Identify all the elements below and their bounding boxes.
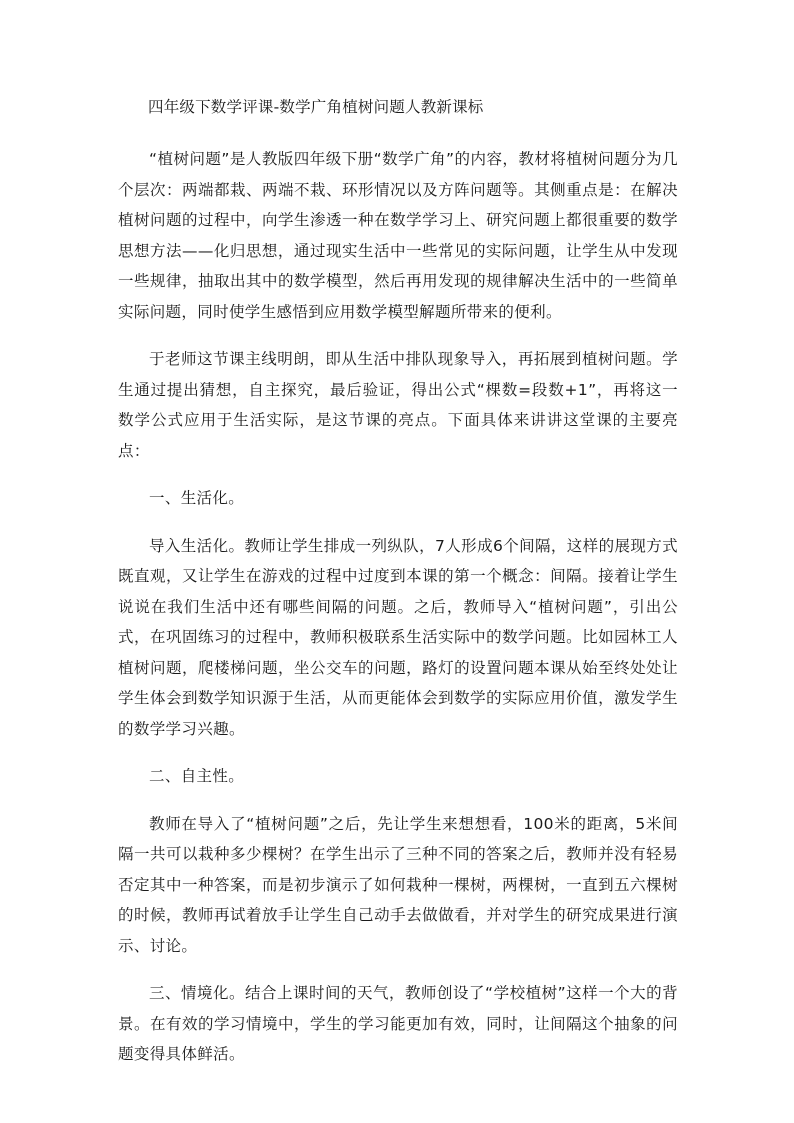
section2-heading: 二、自主性。 — [149, 767, 245, 785]
section1-heading: 一、生活化。 — [149, 489, 245, 507]
overview-paragraph: 于老师这节课主线明朗，即从生活中排队现象导入，再拓展到植树问题。学生通过提出猜想，自主探究，最后验证，得出公式“棵数=段数+1”，再将这一数学公式应用于生活实际，是这节课的亮点。下面具体来讲讲这堂课的主要亮点： — [118, 350, 678, 460]
document-title: 四年级下数学评课-数学广角植树问题人教新课标 — [148, 98, 484, 116]
section1-paragraph: 导入生活化。教师让学生排成一列纵队，7人形成6个间隔，这样的展现方式既直观，又让学生在游戏的过程中过度到本课的第一个概念：间隔。接着让学生说说在我们生活中还有哪些间隔的问题。之后，教师导入“植树问题”，引出公式，在巩固练习的过程中，教师积极联系生活实际中的数学问题。比如园林工人植树问题，爬楼梯问题，坐公交车的问题，路灯的设置问题本课从始至终处处让学生体会到数学知识源于生活，从而更能体会到数学的实际应用价值，激发学生的数学学习兴趣。 — [118, 536, 678, 738]
section2-paragraph: 教师在导入了“植树问题”之后，先让学生来想想看，100米的距离，5米间隔一共可以栽种多少棵树？在学生出示了三种不同的答案之后，教师并没有轻易否定其中一种答案，而是初步演示了如何栽种一棵树，两棵树，一直到五六棵树的时候，教师再试着放手让学生自己动手去做做看，并对学生的研究成果进行演示、讨论。 — [118, 814, 678, 955]
intro-paragraph: “植树问题”是人教版四年级下册“数学广角”的内容，教材将植树问题分为几个层次：两端都栽、两端不栽、环形情况以及方阵问题等。其侧重点是：在解决植树问题的过程中，向学生渗透一种在数学学习上、研究问题上都很重要的数学思想方法——化归思想，通过现实生活中一些常见的实际问题，让学生从中发现一些规律，抽取出其中的数学模型，然后再用发现的规律解决生活中的一些简单实际问题，同时使学生感悟到应用数学模型解题所带来的便利。 — [118, 150, 678, 321]
section3-paragraph: 三、情境化。结合上课时间的天气，教师创设了“学校植树”这样一个大的背景。在有效的学习情境中，学生的学习能更加有效，同时，让间隔这个抽象的问题变得具体鲜活。 — [118, 984, 678, 1063]
document-body — [118, 96, 678, 1087]
